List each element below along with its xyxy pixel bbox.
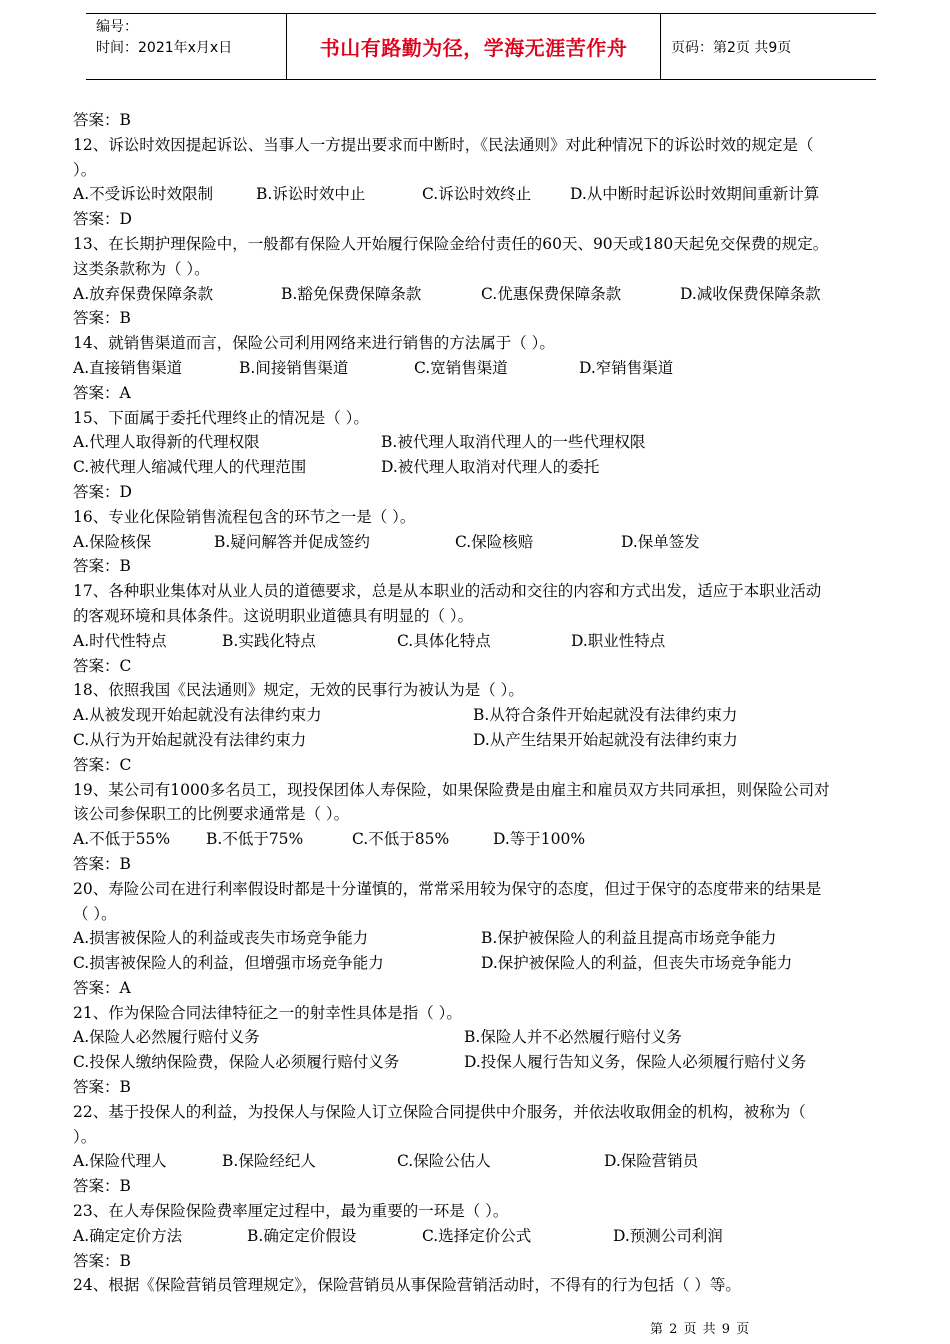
answer-line: 答案：C — [73, 755, 132, 774]
question-line: 12、诉讼时效因提起诉讼、当事人一方提出要求而中断时，《民法通则》对此种情况下的诉讼时效的规定是（ — [73, 135, 814, 154]
answer-option: C.从行为开始起就没有法律约束力 — [73, 730, 307, 749]
options-line — [73, 1149, 893, 1174]
question-line: 14、就销售渠道而言，保险公司利用网络来进行销售的方法属于（ ）。 — [73, 334, 555, 353]
answer-option: C.损害被保险人的利益，但增强市场竞争能力 — [73, 954, 384, 973]
question-line: 16、专业化保险销售流程包含的环节之一是（ ）。 — [73, 507, 416, 526]
answer-option: A.时代性特点 — [73, 631, 167, 650]
answer-option: B.实践化特点 — [222, 631, 316, 650]
question-line: 18、依照我国《民法通则》规定，无效的民事行为被认为是（ ）。 — [73, 681, 524, 700]
answer-line: 答案：D — [73, 482, 132, 501]
question-line: 20、寿险公司在进行利率假设时都是十分谨慎的，常常采用较为保守的态度，但过于保守的态度带来的结果是 — [73, 879, 822, 898]
options-line — [73, 629, 893, 654]
answer-option: A.保险代理人 — [73, 1152, 167, 1171]
answer-option: B.不低于75% — [206, 830, 304, 849]
header-page-label: 页码：第2页 共9页 — [671, 39, 792, 56]
answer-option: A.不受诉讼时效限制 — [73, 185, 214, 204]
answer-line: 答案：B — [73, 111, 131, 129]
options-line — [73, 182, 893, 207]
question-line: 15、下面属于委托代理终止的情况是（ ）。 — [73, 408, 369, 427]
question-line: 的客观环境和具体条件。这说明职业道德具有明显的（ ）。 — [73, 606, 474, 625]
options-line — [73, 282, 893, 307]
question-line: 该公司参保职工的比例要求通常是（ ）。 — [73, 805, 350, 824]
answer-option: D.保险营销员 — [604, 1152, 699, 1171]
answer-option: D.预测公司利润 — [613, 1226, 723, 1245]
answer-option: A.确定定价方法 — [73, 1226, 183, 1245]
options-line — [73, 530, 893, 555]
answer-option: B.诉讼时效中止 — [256, 185, 366, 204]
number-label: 编号： — [96, 19, 138, 35]
question-line: 这类条款称为（ ）。 — [73, 259, 210, 278]
answer-option: A.代理人取得新的代理权限 — [73, 433, 260, 452]
answer-line: 答案：D — [73, 210, 132, 229]
answer-line: 答案：B — [73, 854, 131, 873]
options-line — [73, 703, 893, 728]
answer-option: D.等于100% — [493, 830, 586, 849]
answer-option: B.从符合条件开始起就没有法律约束力 — [473, 706, 738, 725]
document-body — [73, 108, 893, 1298]
answer-option: A.损害被保险人的利益或丧失市场竞争能力 — [73, 929, 369, 948]
options-line — [73, 926, 893, 951]
answer-option: C.诉讼时效终止 — [422, 185, 532, 204]
options-line — [73, 827, 893, 852]
question-line: 19、某公司有1000多名员工，现投保团体人寿保险，如果保险费是由雇主和雇员双方共同承担，则保险公司对 — [73, 780, 830, 799]
answer-option: C.具体化特点 — [397, 631, 491, 650]
answer-line: 答案：B — [73, 1177, 131, 1196]
options-line — [73, 728, 893, 753]
answer-option: D.被代理人取消对代理人的委托 — [381, 458, 600, 477]
answer-option: A.从被发现开始起就没有法律约束力 — [73, 706, 322, 725]
answer-option: C.优惠保费保障条款 — [481, 284, 622, 303]
question-line: 13、在长期护理保险中，一般都有保险人开始履行保险金给付责任的60天、90天或180天起免交保费的规定。 — [73, 234, 829, 253]
answer-line: 答案：B — [73, 557, 131, 576]
answer-option: C.被代理人缩减代理人的代理范围 — [73, 458, 307, 477]
answer-option: B.保护被保险人的利益且提高市场竞争能力 — [481, 929, 777, 948]
answer-option: B.被代理人取消代理人的一些代理权限 — [381, 433, 646, 452]
question-line: 21、作为保险合同法律特征之一的射幸性具体是指（ ）。 — [73, 1003, 462, 1022]
answer-line: 答案：C — [73, 656, 132, 675]
question-line: 22、基于投保人的利益，为投保人与保险人订立保险合同提供中介服务，并依法收取佣金的机构，被称为（ — [73, 1102, 806, 1121]
answer-option: D.从产生结果开始起就没有法律约束力 — [473, 730, 738, 749]
answer-line: 答案：B — [73, 309, 131, 328]
answer-option: C.保险核赔 — [455, 532, 534, 551]
answer-option: C.保险公估人 — [397, 1152, 491, 1171]
answer-option: B.保险经纪人 — [222, 1152, 316, 1171]
answer-option: C.选择定价公式 — [422, 1226, 532, 1245]
page-footer: 第 2 页 共 9 页 — [650, 1322, 751, 1337]
answer-option: B.间接销售渠道 — [239, 358, 349, 377]
options-line — [73, 430, 893, 455]
options-line — [73, 1050, 893, 1075]
answer-option: C.投保人缴纳保险费，保险人必须履行赔付义务 — [73, 1053, 400, 1072]
answer-option: B.疑问解答并促成签约 — [214, 532, 370, 551]
time-label: 时间：2021年x月x日 — [96, 40, 233, 56]
header-table — [86, 13, 876, 80]
answer-option: A.不低于55% — [73, 830, 171, 849]
question-line: ）。 — [73, 1127, 97, 1146]
answer-option: D.保单签发 — [621, 532, 700, 551]
options-line — [73, 1025, 893, 1050]
answer-option: D.从中断时起诉讼时效期间重新计算 — [570, 185, 820, 204]
answer-option: B.保险人并不必然履行赔付义务 — [464, 1028, 682, 1047]
header-meta-cell — [86, 14, 287, 79]
answer-option: A.保险人必然履行赔付义务 — [73, 1028, 260, 1047]
answer-option: B.确定定价假设 — [247, 1226, 357, 1245]
answer-line: 答案：A — [73, 383, 131, 402]
answer-option: A.放弃保费保障条款 — [73, 284, 214, 303]
answer-line: 答案：B — [73, 1078, 131, 1097]
options-line — [73, 356, 893, 381]
options-line — [73, 455, 893, 480]
question-line: 17、各种职业集体对从业人员的道德要求，总是从本职业的活动和交往的内容和方式出发，适应于本职业活动 — [73, 582, 822, 601]
answer-option: D.保护被保险人的利益，但丧失市场竞争能力 — [481, 954, 793, 973]
answer-option: D.减收保费保障条款 — [680, 284, 821, 303]
answer-option: D.投保人履行告知义务，保险人必须履行赔付义务 — [464, 1053, 807, 1072]
question-line: ）。 — [73, 160, 97, 179]
answer-option: A.保险核保 — [73, 532, 152, 551]
answer-option: B.豁免保费保障条款 — [281, 284, 422, 303]
answer-option: C.不低于85% — [352, 830, 450, 849]
answer-option: C.宽销售渠道 — [414, 358, 508, 377]
options-line — [73, 1224, 893, 1249]
answer-option: D.职业性特点 — [571, 631, 666, 650]
answer-option: D.窄销售渠道 — [579, 358, 674, 377]
question-line: 24、根据《保险营销员管理规定》，保险营销员从事保险营销活动时，不得有的行为包括（ ）等。 — [73, 1276, 741, 1295]
question-line: （ ）。 — [73, 904, 117, 923]
answer-line: 答案：B — [73, 1251, 131, 1270]
header-motto: 书山有路勤为径，学海无涯苦作舟 — [287, 14, 661, 79]
options-line — [73, 951, 893, 976]
question-line: 23、在人寿保险保险费率厘定过程中，最为重要的一环是（ ）。 — [73, 1202, 509, 1221]
answer-line: 答案：A — [73, 978, 131, 997]
answer-option: A.直接销售渠道 — [73, 358, 183, 377]
